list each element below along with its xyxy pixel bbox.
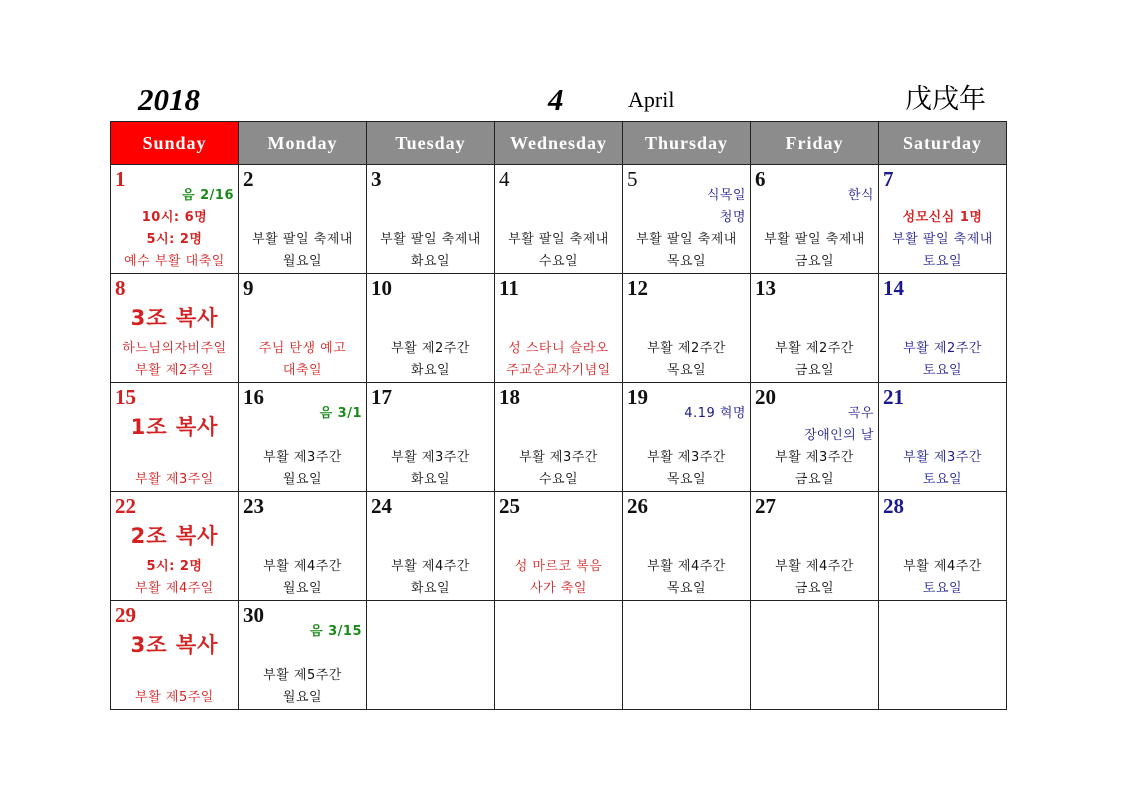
- note-line: 부활 제2주일: [135, 363, 214, 378]
- day-cell: [751, 274, 879, 383]
- note-line: 월요일: [282, 472, 323, 487]
- day-cell: [623, 383, 751, 492]
- calendar-grid: [110, 121, 1007, 710]
- note-line: [623, 425, 750, 447]
- note-line: [111, 665, 238, 687]
- day-number: 24: [371, 494, 392, 518]
- note-line: 부활 팔일 축제내: [380, 232, 481, 247]
- note-line: 성모신심 1명: [902, 210, 983, 225]
- note-line: 화요일: [410, 254, 451, 269]
- day-cell: [495, 274, 623, 383]
- note-line: 토요일: [922, 581, 963, 596]
- day-number: 7: [883, 167, 894, 191]
- note-line: 부활 팔일 축제내: [252, 232, 353, 247]
- day-number: 13: [755, 276, 776, 300]
- note-line: 곡우: [847, 406, 874, 421]
- note-line: 화요일: [410, 363, 451, 378]
- note-line: 부활 제3주일: [135, 472, 214, 487]
- weekday-header-friday: Friday: [751, 122, 879, 165]
- day-notes: [879, 207, 1006, 273]
- day-notes: [495, 338, 622, 382]
- weekday-header-wednesday: Wednesday: [495, 122, 623, 165]
- note-line: 부활 제4주간: [391, 559, 470, 574]
- day-number: 18: [499, 385, 520, 409]
- note-line: 화요일: [410, 581, 451, 596]
- day-notes: [495, 447, 622, 491]
- note-line: 수요일: [538, 472, 579, 487]
- note-line: 한식: [847, 188, 874, 203]
- note-line: 목요일: [666, 472, 707, 487]
- day-cell: [879, 383, 1007, 492]
- day-cell: [111, 165, 239, 274]
- day-notes: [751, 185, 878, 273]
- day-cell: [879, 274, 1007, 383]
- note-line: 예수 부활 대축일: [124, 254, 225, 269]
- day-number: 17: [371, 385, 392, 409]
- note-line: 음 3/1: [319, 406, 362, 421]
- empty-cell: [623, 601, 751, 710]
- day-notes: [111, 407, 238, 491]
- note-line: 부활 제2주간: [391, 341, 470, 356]
- note-line: 수요일: [538, 254, 579, 269]
- day-notes: [367, 556, 494, 600]
- day-notes: [623, 338, 750, 382]
- day-notes: [367, 447, 494, 491]
- day-number: 3: [371, 167, 382, 191]
- day-cell: [239, 383, 367, 492]
- day-number: 25: [499, 494, 520, 518]
- day-notes: [111, 516, 238, 600]
- day-notes: [623, 556, 750, 600]
- day-cell: [367, 274, 495, 383]
- day-number: 2: [243, 167, 254, 191]
- day-number: 10: [371, 276, 392, 300]
- note-line: 부활 제4주간: [263, 559, 342, 574]
- day-number: 1: [115, 167, 126, 191]
- day-cell: [879, 165, 1007, 274]
- note-line: 부활 제5주간: [263, 668, 342, 683]
- day-notes: [239, 621, 366, 709]
- note-line: 부활 제2주간: [903, 341, 982, 356]
- day-number: 6: [755, 167, 766, 191]
- day-cell: [495, 383, 623, 492]
- empty-cell: [879, 601, 1007, 710]
- weekday-header-thursday: Thursday: [623, 122, 751, 165]
- day-notes: [751, 338, 878, 382]
- weekday-header-monday: Monday: [239, 122, 367, 165]
- day-number: 4: [499, 167, 510, 191]
- day-number: 5: [627, 167, 638, 191]
- week-row: [111, 492, 1007, 601]
- note-line: 5시: 2명: [146, 559, 203, 574]
- note-line: 목요일: [666, 363, 707, 378]
- day-notes: [879, 556, 1006, 600]
- day-cell: [751, 165, 879, 274]
- note-line: 부활 제4주간: [903, 559, 982, 574]
- note-line: 토요일: [922, 472, 963, 487]
- note-line: 금요일: [794, 472, 835, 487]
- day-cell: [751, 492, 879, 601]
- day-notes: [367, 229, 494, 273]
- day-number: 19: [627, 385, 648, 409]
- note-line: 부활 제2주간: [647, 341, 726, 356]
- note-line: 부활 팔일 축제내: [508, 232, 609, 247]
- note-line: [751, 207, 878, 229]
- note-line: 부활 제5주일: [135, 690, 214, 705]
- day-cell: [495, 492, 623, 601]
- day-cell: [623, 274, 751, 383]
- day-number: 23: [243, 494, 264, 518]
- note-line: 토요일: [922, 254, 963, 269]
- day-cell: [879, 492, 1007, 601]
- day-notes: [623, 403, 750, 491]
- note-line: 4.19 혁명: [684, 406, 746, 421]
- empty-cell: [495, 601, 623, 710]
- day-number: 9: [243, 276, 254, 300]
- day-notes: [495, 229, 622, 273]
- day-notes: [751, 403, 878, 491]
- note-line: [239, 643, 366, 665]
- server-group-label: 2조 복사: [130, 524, 219, 548]
- empty-cell: [367, 601, 495, 710]
- day-notes: [111, 625, 238, 709]
- day-cell: [623, 165, 751, 274]
- note-line: 부활 제4주간: [647, 559, 726, 574]
- day-number: 11: [499, 276, 519, 300]
- note-line: 부활 제3주간: [391, 450, 470, 465]
- note-line: 부활 팔일 축제내: [892, 232, 993, 247]
- day-notes: [239, 229, 366, 273]
- note-line: 월요일: [282, 690, 323, 705]
- day-number: 20: [755, 385, 776, 409]
- note-line: 성 스타니 슬라오: [508, 341, 609, 356]
- note-line: 부활 제3주간: [647, 450, 726, 465]
- note-line: 월요일: [282, 254, 323, 269]
- empty-cell: [751, 601, 879, 710]
- note-line: 하느님의자비주일: [122, 341, 227, 356]
- day-cell: [111, 274, 239, 383]
- day-number: 28: [883, 494, 904, 518]
- week-row: [111, 383, 1007, 492]
- note-line: 부활 제4주간: [775, 559, 854, 574]
- note-line: 사가 축일: [530, 581, 587, 596]
- day-cell: [239, 274, 367, 383]
- note-line: 목요일: [666, 581, 707, 596]
- day-number: 12: [627, 276, 648, 300]
- day-notes: [879, 338, 1006, 382]
- day-cell: [239, 601, 367, 710]
- note-line: 부활 팔일 축제내: [764, 232, 865, 247]
- day-cell: [367, 383, 495, 492]
- note-line: 금요일: [794, 363, 835, 378]
- note-line: 장애인의 날: [804, 428, 874, 443]
- note-line: 음 3/15: [310, 624, 362, 639]
- note-line: 부활 제2주간: [775, 341, 854, 356]
- day-cell: [623, 492, 751, 601]
- day-notes: [111, 185, 238, 273]
- note-line: 부활 팔일 축제내: [636, 232, 737, 247]
- day-cell: [367, 492, 495, 601]
- month-name: April: [628, 87, 675, 112]
- month-number: 4: [548, 82, 564, 117]
- weekday-header-saturday: Saturday: [879, 122, 1007, 165]
- day-cell: [751, 383, 879, 492]
- week-row: [111, 274, 1007, 383]
- day-number: 29: [115, 603, 136, 627]
- day-cell: [367, 165, 495, 274]
- day-notes: [879, 447, 1006, 491]
- day-cell: [239, 165, 367, 274]
- note-line: 부활 제3주간: [903, 450, 982, 465]
- day-number: 14: [883, 276, 904, 300]
- day-number: 27: [755, 494, 776, 518]
- day-notes: [623, 185, 750, 273]
- day-notes: [239, 338, 366, 382]
- note-line: [111, 447, 238, 469]
- note-line: 월요일: [282, 581, 323, 596]
- note-line: 주교순교자기념일: [506, 363, 611, 378]
- week-row: [111, 601, 1007, 710]
- day-notes: [239, 403, 366, 491]
- note-line: 청명: [719, 210, 746, 225]
- weekday-header-sunday: Sunday: [111, 122, 239, 165]
- weekday-header-tuesday: Tuesday: [367, 122, 495, 165]
- day-notes: [751, 556, 878, 600]
- note-line: 부활 제3주간: [519, 450, 598, 465]
- note-line: 목요일: [666, 254, 707, 269]
- server-group-label: 3조 복사: [130, 306, 219, 330]
- day-cell: [495, 165, 623, 274]
- day-number: 16: [243, 385, 264, 409]
- note-line: 10시: 6명: [141, 210, 208, 225]
- note-line: 성 마르코 복음: [514, 559, 603, 574]
- day-number: 15: [115, 385, 136, 409]
- day-number: 22: [115, 494, 136, 518]
- note-line: 대축일: [282, 363, 323, 378]
- day-notes: [495, 556, 622, 600]
- day-number: 8: [115, 276, 126, 300]
- server-group-label: 1조 복사: [130, 415, 219, 439]
- note-line: 식목일: [706, 188, 746, 203]
- weekday-header-row: [111, 122, 1007, 165]
- note-line: 금요일: [794, 581, 835, 596]
- day-number: 30: [243, 603, 264, 627]
- day-number: 21: [883, 385, 904, 409]
- day-cell: [111, 492, 239, 601]
- day-cell: [111, 383, 239, 492]
- day-cell: [239, 492, 367, 601]
- note-line: 주님 탄생 예고: [258, 341, 347, 356]
- server-group-label: 3조 복사: [130, 633, 219, 657]
- calendar-body: [111, 165, 1007, 710]
- ganzhi-year: 戊戌年: [905, 84, 986, 115]
- day-number: 26: [627, 494, 648, 518]
- note-line: [239, 425, 366, 447]
- day-cell: [111, 601, 239, 710]
- note-line: 부활 제3주간: [775, 450, 854, 465]
- day-notes: [367, 338, 494, 382]
- year-title: 2018: [138, 82, 200, 117]
- note-line: 음 2/16: [182, 188, 234, 203]
- day-notes: [111, 298, 238, 382]
- note-line: 토요일: [922, 363, 963, 378]
- note-line: 부활 제3주간: [263, 450, 342, 465]
- week-row: [111, 165, 1007, 274]
- day-notes: [239, 556, 366, 600]
- note-line: 5시: 2명: [146, 232, 203, 247]
- note-line: 금요일: [794, 254, 835, 269]
- note-line: 부활 제4주일: [135, 581, 214, 596]
- note-line: 화요일: [410, 472, 451, 487]
